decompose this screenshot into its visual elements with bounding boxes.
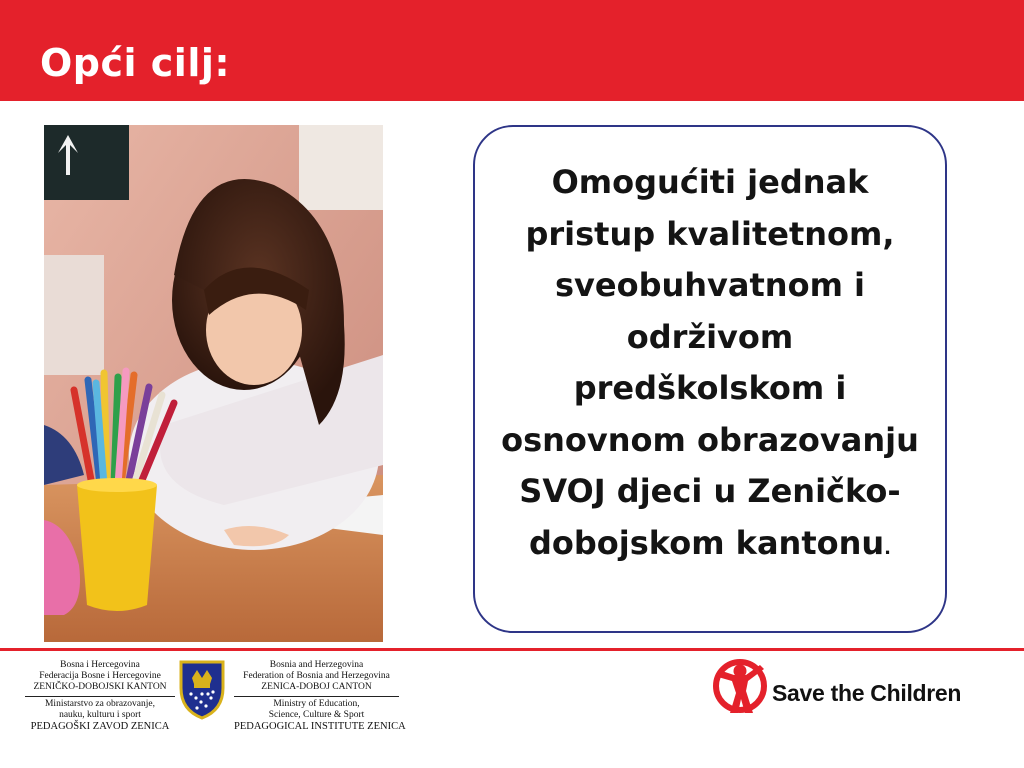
save-the-children-wordmark: Save the Children (772, 680, 962, 706)
goal-statement-text: Omogućiti jednak pristup kvalitetnom, sveobuhvatnom i održivom predškolskom i osnovnom obrazovanju SVOJ djeci u Zeničko-dobojskom kantonu (501, 163, 919, 562)
coat-of-arms-icon (177, 658, 227, 720)
inst-left-line4: Ministarstvo za obrazovanje, (44, 699, 155, 709)
inst-right-line6: PEDAGOGICAL INSTITUTE ZENICA (234, 721, 406, 732)
header-bar (0, 0, 1024, 101)
inst-right-line3: ZENICA-DOBOJ CANTON (261, 682, 372, 692)
slide-title: Opći cilj: (40, 41, 231, 85)
photo-illustration (44, 125, 383, 642)
inst-left-line2: Federacija Bosne i Hercegovine (39, 671, 161, 681)
photo-girl-drawing (44, 125, 383, 642)
goal-statement-period: . (884, 537, 892, 559)
inst-left-line5: nauku, kulturu i sport (59, 710, 141, 720)
footer-divider (0, 648, 1024, 651)
inst-right-line1: Bosnia and Herzegovina (269, 660, 364, 670)
inst-left-line6: PEDAGOŠKI ZAVOD ZENICA (30, 721, 170, 732)
save-the-children-logo-icon (712, 655, 768, 717)
inst-right-rule (234, 696, 399, 697)
inst-left-line1: Bosna i Hercegovina (60, 660, 140, 670)
goal-statement-box (473, 125, 947, 633)
goal-statement (497, 157, 923, 574)
inst-right-line4: Ministry of Education, (273, 699, 360, 709)
inst-right-line5: Science, Culture & Sport (268, 710, 365, 720)
inst-left-rule (25, 696, 175, 697)
inst-left-line3: ZENIČKO-DOBOJSKI KANTON (33, 682, 167, 692)
inst-right-line2: Federation of Bosnia and Herzegovina (243, 671, 390, 681)
